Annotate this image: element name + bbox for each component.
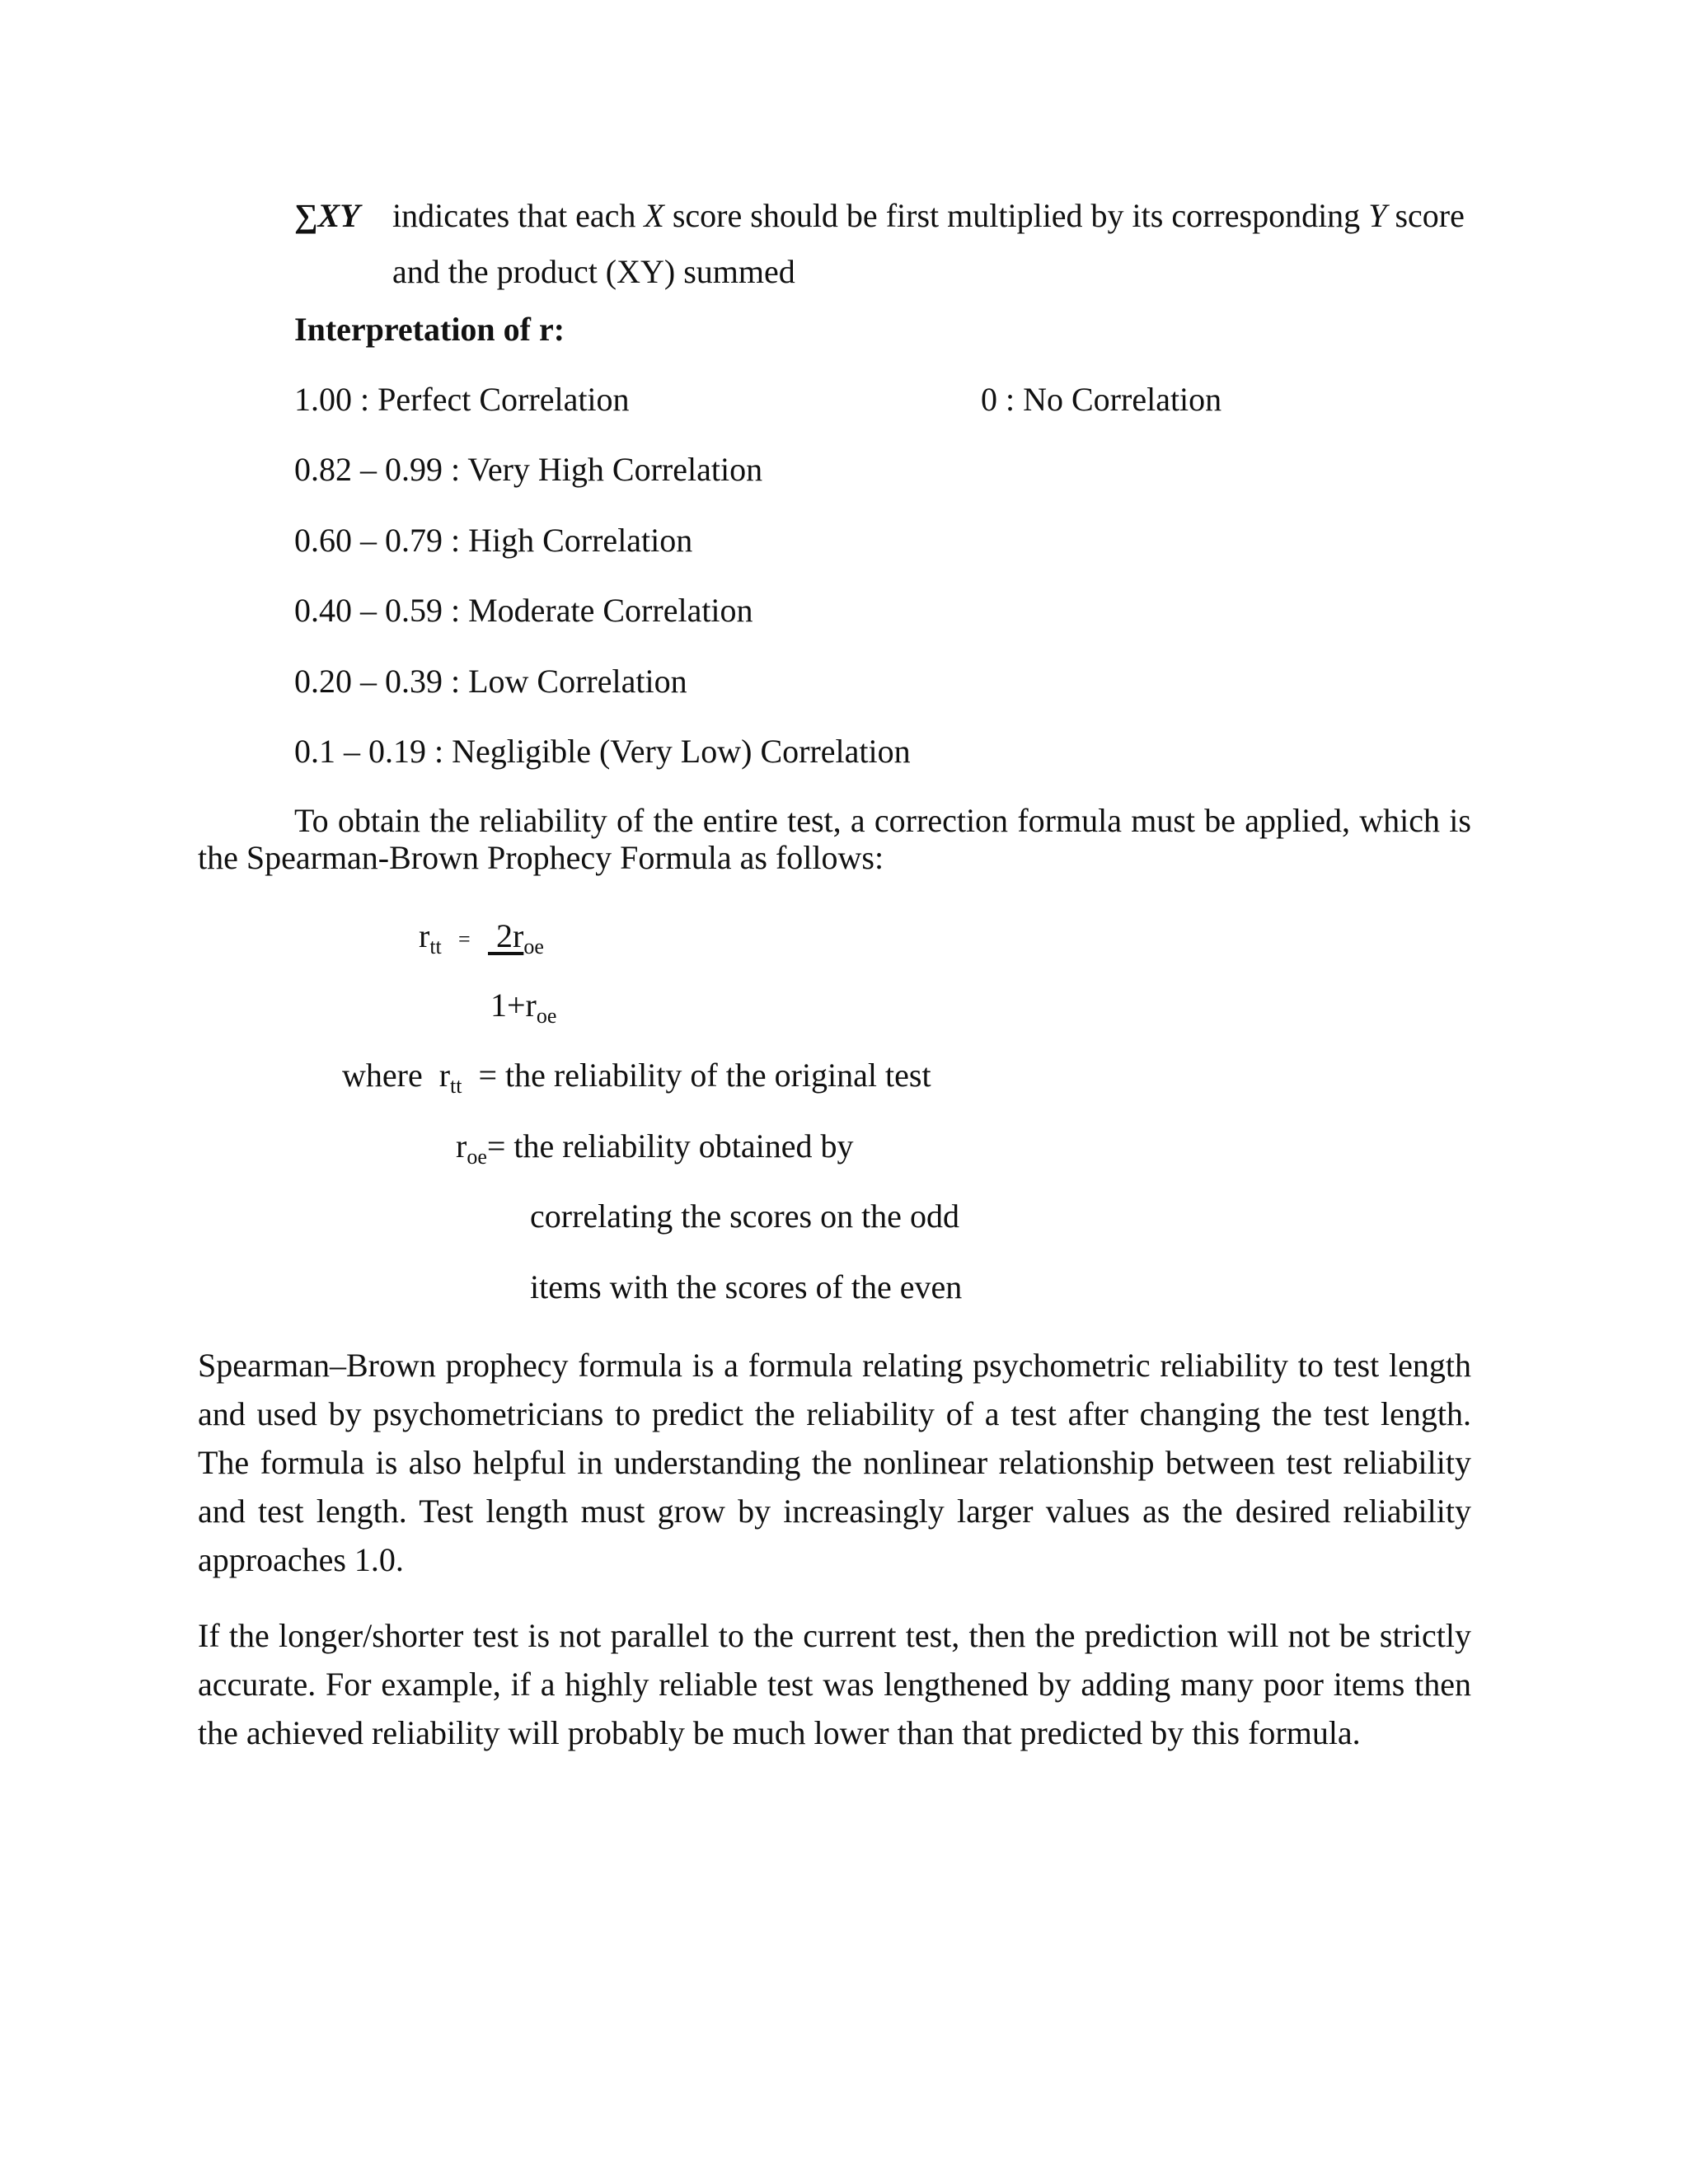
scale-item-perfect: 1.00 : Perfect Correlation [294,381,630,418]
formula-lhs: $r_{tt}$ [419,917,442,958]
scale-item-low: 0.20 – 0.39 : Low Correlation [294,663,687,700]
scale-item-negligible: 0.1 – 0.19 : Negligible (Very Low) Correlation [294,733,911,770]
sum-xy-symbol: ∑XY [294,197,360,234]
intro-paragraph: To obtain the reliability of the entire test, a correction formula must be applied, which is the Spearman-Brown Prophecy Formula as follows: [198,802,1471,876]
scale-item-high: 0.60 – 0.79 : High Correlation [294,522,693,559]
sum-xy-definition-line1: indicates that each X score should be first multiplied by its corresponding Y score [392,197,1465,234]
roe-definition-line3: items with the scores of the even [530,1268,963,1305]
paragraph-parallel-test: If the longer/shorter test is not parallel to the current test, then the prediction will not be strictly accurate. For example, if a highly reliable test was lengthened by adding many poor items then the achieved reliability will probably be much lower than that predicted by this formula. [198,1617,1471,1751]
roe-definition-line2: correlating the scores on the odd [530,1197,959,1235]
sum-xy-definition-line2: and the product (XY) summed [392,253,795,290]
scale-item-none: 0 : No Correlation [981,381,1222,418]
formula-equals: = [458,927,471,951]
where-rtt-line: where $r_{tt}$ = the reliability of the original test [342,1057,931,1098]
roe-definition-line: $r_{oe}=$ the reliability obtained by [456,1127,854,1169]
paragraph-spearman-brown: Spearman–Brown prophecy formula is a formula relating psychometric reliability to test length and used by psychometricians to predict the reliability of a test after changing the test length. The formula is also helpful in understanding the nonlinear relationship between test reliability and test length. Test length must grow by increasingly larger values as the desired reliability approaches 1.0. [198,1347,1471,1578]
scale-item-very-high: 0.82 – 0.99 : Very High Correlation [294,451,763,488]
interpretation-heading: Interpretation of r: [294,311,565,348]
formula-numerator: $2r_{oe}$ [496,917,544,958]
scale-item-moderate: 0.40 – 0.59 : Moderate Correlation [294,592,753,629]
formula-denominator: $1+r_{oe}$ [490,987,557,1028]
